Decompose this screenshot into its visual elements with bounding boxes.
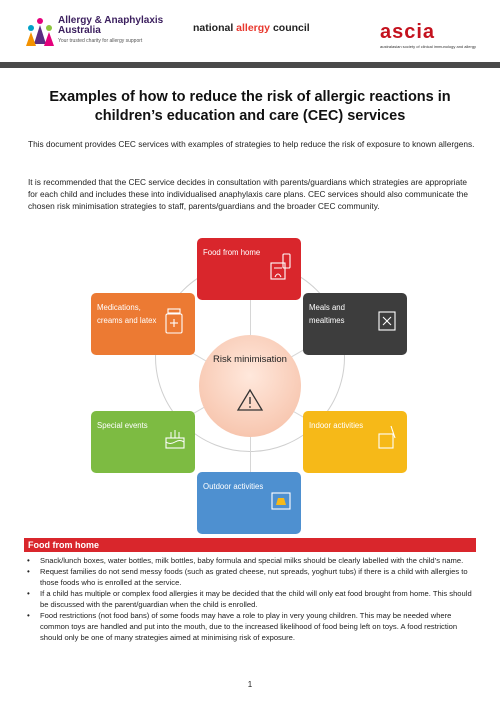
header-divider-bar (0, 62, 500, 68)
box-meals-and-mealtimes (303, 293, 407, 355)
people-figures-icon (24, 16, 56, 48)
bullet-item: • Snack/lunch boxes, water bottles, milk bottles, baby formula and special milks should be clearly labelled with the child’s name. (24, 556, 476, 567)
allergy-anaphylaxis-australia-logo (24, 16, 174, 52)
box-food-from-home (197, 238, 301, 300)
aaa-name-line2: Australia (58, 25, 101, 36)
ascia-logo (380, 22, 480, 49)
intro-paragraph-2: It is recommended that the CEC service decides in consultation with parents/guardians which strategies are appropriate for each child and includes these into individualised anaphylaxis care plans. CEC services should also communicate the chosen risk minimisation strategies to staff, parents/guardians and the broader CEC community. (28, 177, 468, 211)
box-food-from-home-label: Food from home (203, 248, 261, 257)
box-special-label: Special events (97, 421, 148, 430)
meal-tray-icon (375, 306, 399, 334)
bullet-item: • Request families do not send messy foods (such as grated cheese, nut spreads, yoghurt tubs) if there is a child with allergies to those foods who is enrolled at the service. (24, 567, 476, 589)
sandpit-bucket-icon (269, 485, 293, 513)
box-indoor-activities (303, 411, 407, 473)
centre-label: Risk minimisation (213, 354, 287, 365)
box-special-events (91, 411, 195, 473)
section-header-food-from-home (24, 538, 476, 552)
medicine-bottle-icon (163, 306, 187, 336)
box-indoor-label: Indoor activities (309, 421, 364, 430)
box-meds-label: Medications, creams and latex (97, 303, 157, 325)
ascia-subtitle: australasian society of clinical immunology and allergy (380, 44, 477, 49)
box-meals-label: Meals and mealtimes (309, 303, 345, 325)
food-from-home-bullets (24, 556, 476, 644)
national-allergy-council-logo (193, 22, 310, 34)
page-title: Examples of how to reduce the risk of allergic reactions in children’s education and care (CEC) services (49, 89, 451, 124)
aaa-name-line1: Allergy & Anaphylaxis (58, 15, 164, 26)
nac-word-national: national (193, 22, 237, 34)
paint-pot-icon (375, 424, 399, 452)
aaa-tagline: Your trusted charity for allergy support (58, 38, 143, 44)
page-header (0, 0, 500, 62)
warning-triangle-icon (236, 388, 264, 412)
box-medications-creams-latex (91, 293, 195, 355)
risk-minimisation-diagram (0, 230, 500, 530)
ascia-wordmark: ascia (380, 21, 436, 43)
nac-word-allergy: allergy (236, 22, 271, 34)
birthday-cake-icon (163, 424, 187, 452)
risk-minimisation-centre (199, 335, 301, 437)
box-outdoor-label: Outdoor activities (203, 482, 264, 491)
intro-paragraph-1: This document provides CEC services with examples of strategies to help reduce the risk of exposure to known allergens. (28, 139, 475, 149)
page-number: 1 (247, 680, 253, 689)
nac-word-council: council (270, 22, 310, 34)
bullet-item: • If a child has multiple or complex food allergies it may be decided that the child will only eat food brought from home. This should be discussed with the parent/guardian when the child is enrolled. (24, 589, 476, 611)
section-title: Food from home (28, 540, 99, 550)
bullet-item: • Food restrictions (not food bans) of some foods may have a role to play in very young children. This may be needed where common toys are handled and put into the mouth, due to the increased likelihood of food being left on toys. A food restriction should only be one of many strategies aimed at minimising risk of exposure. (24, 611, 476, 643)
lunchbox-bottle-icon (269, 251, 293, 281)
box-outdoor-activities (197, 472, 301, 534)
